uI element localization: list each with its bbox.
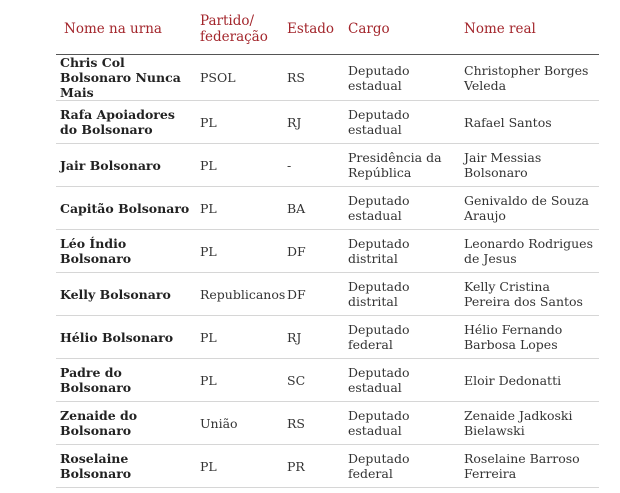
cell-estado: SC — [283, 359, 344, 402]
cell-cargo: Deputado estadual — [344, 402, 460, 445]
cell-cargo: Deputado distrital — [344, 273, 460, 316]
cell-partido: PSOL — [196, 55, 283, 101]
cell-nome-na-urna: Zenaide do Bolsonaro — [56, 402, 196, 445]
cell-estado: RJ — [283, 101, 344, 144]
table-row — [56, 230, 599, 273]
table-row — [56, 359, 599, 402]
cell-partido: PL — [196, 445, 283, 488]
cell-estado: RJ — [283, 316, 344, 359]
cell-nome-na-urna: Padre do Bolsonaro — [56, 359, 196, 402]
cell-cargo: Deputado estadual — [344, 359, 460, 402]
cell-nome-real: Jair Messias Bolsonaro — [460, 144, 599, 187]
column-header-partido: Partido/ federação — [196, 4, 283, 55]
header-row — [56, 4, 599, 55]
cell-nome-na-urna: Roselaine Bolsonaro — [56, 445, 196, 488]
cell-nome-real: Leonardo Rodrigues de Jesus — [460, 230, 599, 273]
table-body — [56, 55, 599, 488]
table-row — [56, 402, 599, 445]
cell-partido: PL — [196, 144, 283, 187]
cell-estado: RS — [283, 55, 344, 101]
cell-partido: Republicanos — [196, 273, 283, 316]
table-row — [56, 144, 599, 187]
cell-partido: PL — [196, 359, 283, 402]
cell-cargo: Deputado estadual — [344, 101, 460, 144]
cell-nome-real: Zenaide Jadkoski Bielawski — [460, 402, 599, 445]
cell-nome-na-urna: Léo Índio Bolsonaro — [56, 230, 196, 273]
cell-nome-real: Hélio Fernando Barbosa Lopes — [460, 316, 599, 359]
cell-nome-na-urna: Rafa Apoiadores do Bolsonaro — [56, 101, 196, 144]
column-header-estado: Estado — [283, 4, 344, 55]
cell-cargo: Deputado federal — [344, 445, 460, 488]
cell-nome-na-urna: Jair Bolsonaro — [56, 144, 196, 187]
cell-partido: PL — [196, 230, 283, 273]
cell-partido: União — [196, 402, 283, 445]
cell-nome-na-urna: Chris Col Bolsonaro Nunca Mais — [56, 55, 196, 101]
cell-estado: PR — [283, 445, 344, 488]
candidates-table — [56, 4, 599, 488]
cell-nome-real: Genivaldo de Souza Araujo — [460, 187, 599, 230]
cell-cargo: Deputado distrital — [344, 230, 460, 273]
cell-nome-na-urna: Kelly Bolsonaro — [56, 273, 196, 316]
table-row — [56, 187, 599, 230]
cell-estado: - — [283, 144, 344, 187]
candidates-table-container — [56, 4, 599, 488]
cell-nome-real: Eloir Dedonatti — [460, 359, 599, 402]
table-row — [56, 445, 599, 488]
cell-nome-real: Rafael Santos — [460, 101, 599, 144]
table-row — [56, 273, 599, 316]
cell-nome-real: Christopher Borges Veleda — [460, 55, 599, 101]
cell-cargo: Presidência da República — [344, 144, 460, 187]
cell-estado: DF — [283, 273, 344, 316]
cell-partido: PL — [196, 316, 283, 359]
cell-estado: BA — [283, 187, 344, 230]
cell-nome-na-urna: Capitão Bolsonaro — [56, 187, 196, 230]
cell-cargo: Deputado federal — [344, 316, 460, 359]
cell-cargo: Deputado estadual — [344, 187, 460, 230]
cell-nome-na-urna: Hélio Bolsonaro — [56, 316, 196, 359]
column-header-nome-na-urna: Nome na urna — [56, 4, 196, 55]
column-header-nome-real: Nome real — [460, 4, 599, 55]
table-row — [56, 55, 599, 101]
cell-nome-real: Roselaine Barroso Ferreira — [460, 445, 599, 488]
cell-nome-real: Kelly Cristina Pereira dos Santos — [460, 273, 599, 316]
table-row — [56, 101, 599, 144]
table-header — [56, 4, 599, 55]
cell-partido: PL — [196, 101, 283, 144]
cell-estado: RS — [283, 402, 344, 445]
cell-estado: DF — [283, 230, 344, 273]
cell-cargo: Deputado estadual — [344, 55, 460, 101]
table-row — [56, 316, 599, 359]
cell-partido: PL — [196, 187, 283, 230]
column-header-cargo: Cargo — [344, 4, 460, 55]
